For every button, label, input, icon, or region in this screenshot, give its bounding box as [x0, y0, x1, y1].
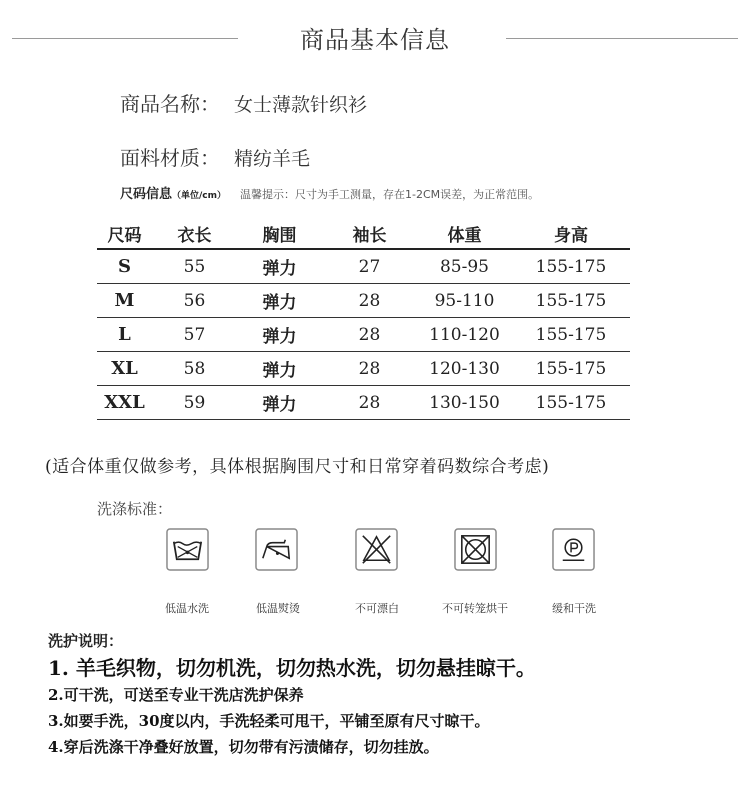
col-header-sleeve: 袖长	[322, 218, 417, 249]
size-table	[97, 218, 630, 420]
title-divider-right	[506, 38, 738, 39]
cell-sleeve: 28	[322, 352, 417, 386]
table-row	[97, 284, 630, 318]
table-row	[97, 318, 630, 352]
low-temp-iron-icon	[255, 528, 298, 571]
cell-size: S	[97, 249, 152, 284]
cell-sleeve: 28	[322, 284, 417, 318]
no-tumble-dry-icon	[454, 528, 497, 571]
care-line-2: 2.可干洗，可送至专业干洗店洗护保养	[48, 686, 304, 704]
cell-weight: 130-150	[417, 386, 512, 420]
cell-size: XL	[97, 352, 152, 386]
cell-chest: 弹力	[237, 352, 322, 386]
col-header-chest: 胸围	[237, 218, 322, 249]
table-row	[97, 386, 630, 420]
low-temp-wash-icon	[166, 528, 209, 571]
cell-sleeve: 28	[322, 386, 417, 420]
no-bleach-icon	[355, 528, 398, 571]
cell-chest: 弹力	[237, 318, 322, 352]
page-title: 商品基本信息	[300, 26, 450, 54]
material-label: 面料材质：	[120, 146, 220, 170]
care-line-1: 1. 羊毛织物，切勿机洗，切勿热水洗，切勿悬挂晾干。	[48, 656, 536, 680]
size-tip: 温馨提示：尺寸为手工测量，存在1-2CM误差，为正常范围。	[240, 188, 540, 201]
cell-length: 56	[152, 284, 237, 318]
table-row	[97, 249, 630, 284]
col-header-size: 尺码	[97, 218, 152, 249]
material-value: 精纺羊毛	[234, 148, 311, 170]
product-name-row	[120, 88, 367, 117]
cell-chest: 弹力	[237, 249, 322, 284]
cell-chest: 弹力	[237, 284, 322, 318]
cell-height: 155-175	[512, 318, 630, 352]
cell-height: 155-175	[512, 284, 630, 318]
cell-length: 59	[152, 386, 237, 420]
cell-weight: 85-95	[417, 249, 512, 284]
care-label-bleach: 不可漂白	[355, 602, 399, 615]
care-instructions-title: 洗护说明：	[48, 632, 124, 650]
cell-length: 58	[152, 352, 237, 386]
cell-sleeve: 27	[322, 249, 417, 284]
size-info-header	[120, 183, 539, 202]
cell-height: 155-175	[512, 352, 630, 386]
care-line-3: 3.如要手洗，30度以内，手洗轻柔可甩干，平铺至原有尺寸晾干。	[48, 712, 490, 730]
size-info-label: 尺码信息	[120, 187, 173, 202]
col-header-height: 身高	[512, 218, 630, 249]
cell-height: 155-175	[512, 249, 630, 284]
size-unit: （单位/cm）	[172, 191, 227, 201]
gentle-dry-clean-icon	[552, 528, 595, 571]
cell-length: 57	[152, 318, 237, 352]
cell-size: XXL	[97, 386, 152, 420]
care-label-dryclean: 缓和干洗	[552, 602, 596, 615]
care-label-tumble: 不可转笼烘干	[442, 602, 508, 615]
cell-length: 55	[152, 249, 237, 284]
cell-weight: 110-120	[417, 318, 512, 352]
cell-weight: 120-130	[417, 352, 512, 386]
weight-note: (适合体重仅做参考，具体根据胸围尺寸和日常穿着码数综合考虑)	[45, 457, 550, 477]
material-row	[120, 142, 310, 171]
cell-size: L	[97, 318, 152, 352]
product-name-label: 商品名称：	[120, 92, 220, 116]
cell-weight: 95-110	[417, 284, 512, 318]
size-table-header	[97, 218, 630, 249]
cell-size: M	[97, 284, 152, 318]
wash-standard-title: 洗涤标准：	[97, 500, 173, 518]
care-line-4: 4.穿后洗涤干净叠好放置，切勿带有污渍储存，切勿挂放。	[48, 738, 439, 756]
col-header-length: 衣长	[152, 218, 237, 249]
table-row	[97, 352, 630, 386]
care-label-wash: 低温水洗	[165, 602, 209, 615]
cell-chest: 弹力	[237, 386, 322, 420]
col-header-weight: 体重	[417, 218, 512, 249]
care-label-iron: 低温熨烫	[256, 602, 300, 615]
cell-sleeve: 28	[322, 318, 417, 352]
cell-height: 155-175	[512, 386, 630, 420]
product-name-value: 女士薄款针织衫	[234, 94, 368, 116]
